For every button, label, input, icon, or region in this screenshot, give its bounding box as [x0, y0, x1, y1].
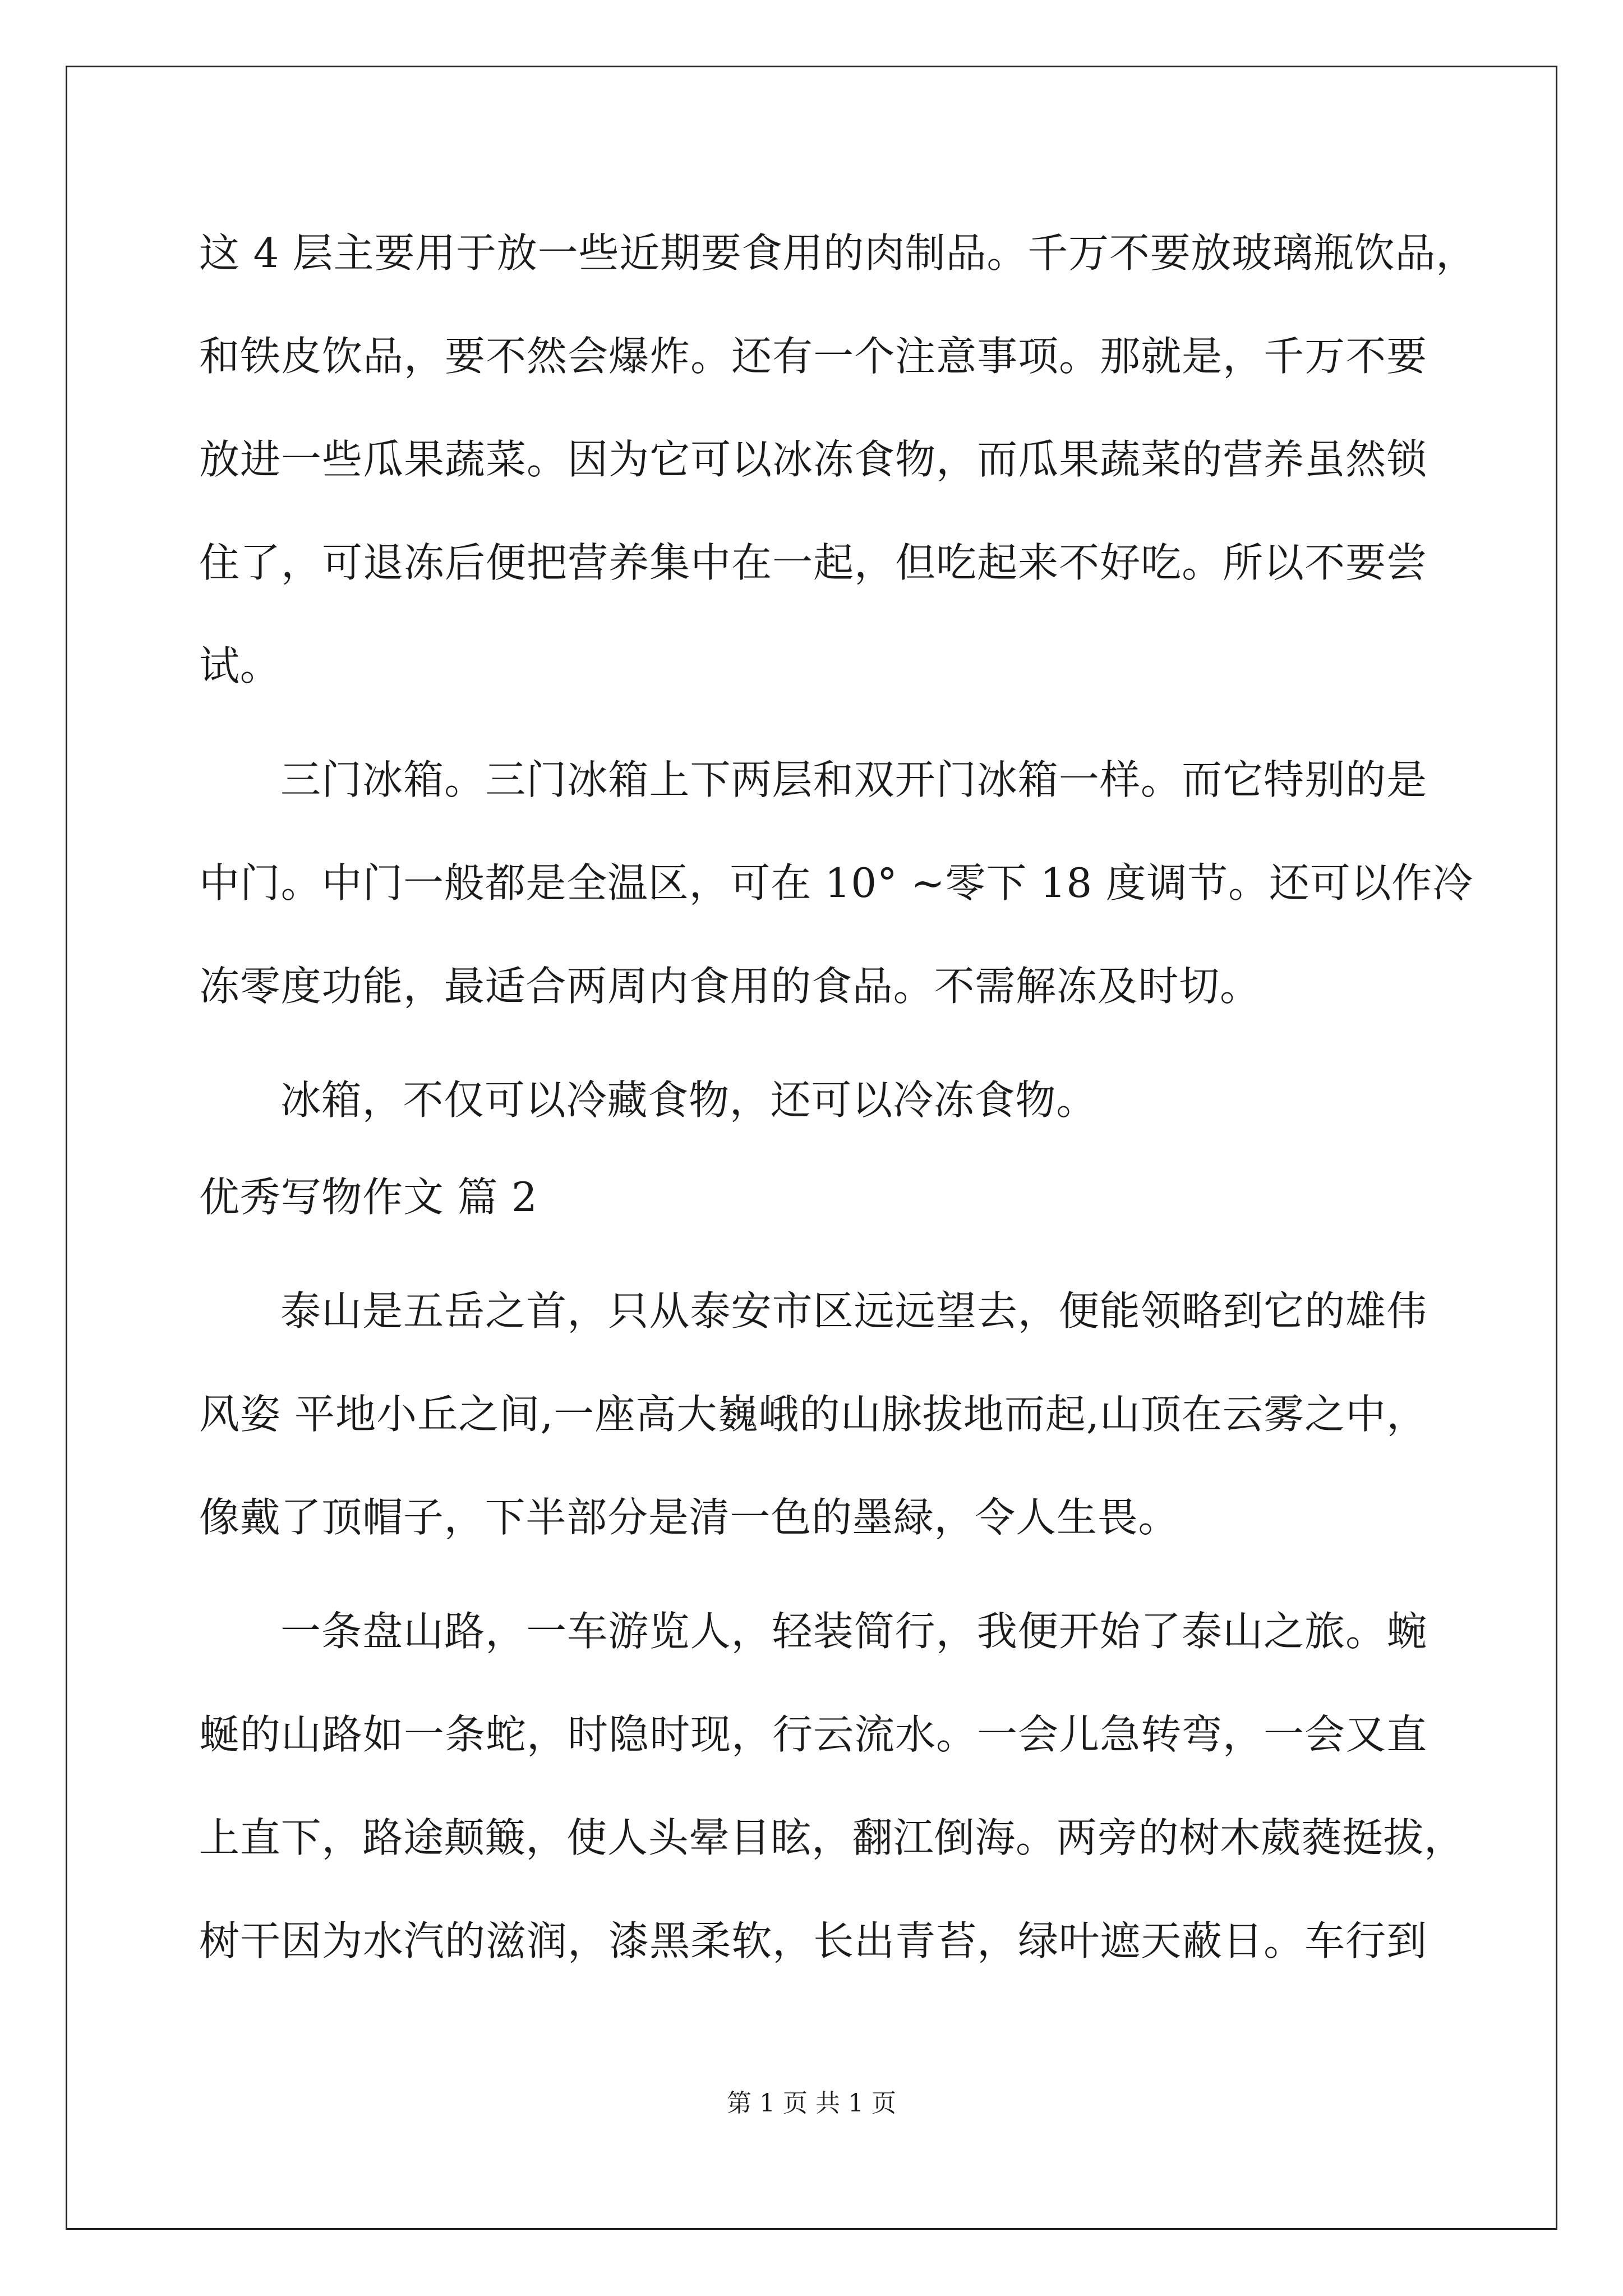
body-line: 风姿 平地小丘之间,一座高大巍峨的山脉拔地而起,山顶在云雾之中， [199, 1391, 1427, 1438]
body-line: 住了，可退冻后便把营养集中在一起，但吃起来不好吃。所以不要尝 [199, 539, 1427, 586]
page-number: 第 1 页 共 1 页 [727, 2089, 896, 2118]
body-line: 冻零度功能，最适合两周内食用的食品。不需解冻及时切。 [199, 963, 1261, 1010]
paragraph-start: 泰山是五岳之首，只从泰安市区远远望去，便能领略到它的雄伟 [280, 1287, 1427, 1335]
paragraph-start: 三门冰箱。三门冰箱上下两层和双开门冰箱一样。而它特别的是 [280, 756, 1427, 803]
section-heading: 优秀写物作文 篇 2 [199, 1174, 538, 1221]
paragraph-start: 冰箱，不仅可以冷藏食物，还可以冷冻食物。 [280, 1076, 1098, 1124]
body-line: 蜒的山路如一条蛇，时隐时现，行云流水。一会儿急转弯，一会又直 [199, 1711, 1427, 1758]
body-line: 放进一些瓜果蔬菜。因为它可以冰冻食物，而瓜果蔬菜的营养虽然锁 [199, 436, 1427, 483]
page-border [66, 66, 1557, 2230]
body-line: 这 4 层主要用于放一些近期要食用的肉制品。千万不要放玻璃瓶饮品， [199, 229, 1477, 277]
body-line: 试。 [199, 642, 281, 689]
body-line: 中门。中门一般都是全温区，可在 10° ~零下 18 度调节。还可以作冷 [199, 859, 1473, 907]
body-line: 和铁皮饮品，要不然会爆炸。还有一个注意事项。那就是，千万不要 [199, 333, 1427, 380]
body-line: 树干因为水汽的滋润，漆黑柔软，长出青苔，绿叶遮天蔽日。车行到 [199, 1917, 1427, 1964]
paragraph-start: 一条盘山路，一车游览人，轻装简行，我便开始了泰山之旅。蜿 [280, 1608, 1427, 1655]
body-line: 像戴了顶帽子，下半部分是清一色的墨緑，令人生畏。 [199, 1494, 1179, 1541]
body-line: 上直下，路途颠簸，使人头晕目眩，翻江倒海。两旁的树木葳蕤挺拔， [199, 1814, 1465, 1861]
